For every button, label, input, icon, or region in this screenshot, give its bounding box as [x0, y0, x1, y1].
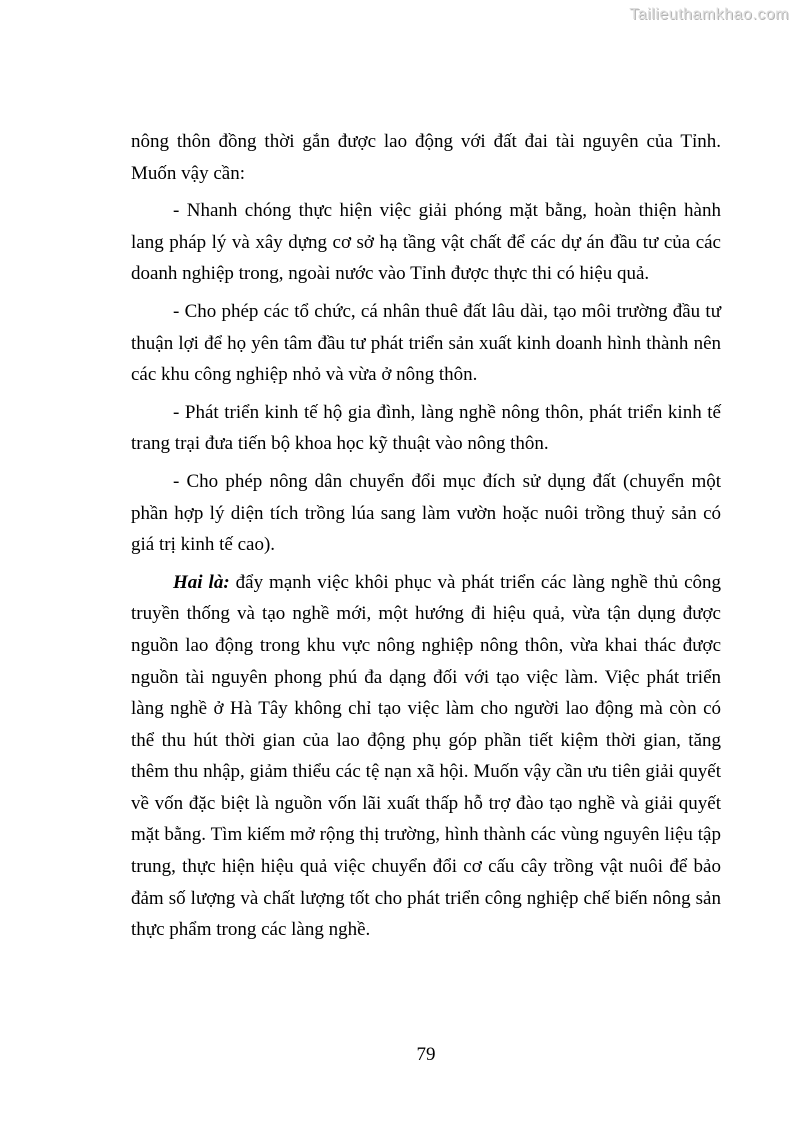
paragraph: - Phát triển kinh tế hộ gia đình, làng nghề nông thôn, phát triển kinh tế trang trại đưa tiến bộ khoa học kỹ thuật vào nông thôn.	[131, 401, 721, 455]
paragraph: Hai là: đẩy mạnh việc khôi phục và phát triển các làng nghề thủ công truyền thống và tạo nghề mới, một hướng đi hiệu quả, vừa tận dụng được nguồn lao động trong khu vực nông nghiệp nông thôn, vừa khai thác được nguồn tài nguyên phong phú đa dạng đối với tạo việc làm. Việc phát triển làng nghề ở Hà Tây không chỉ tạo việc làm cho người lao động mà còn có thể thu hút thời gian của lao động phụ góp phần tiết kiệm thời gian, tăng thêm thu nhập, giảm thiểu các tệ nạn xã hội. Muốn vậy cần ưu tiên giải quyết về vốn đặc biệt là nguồn vốn lãi xuất thấp hỗ trợ đào tạo nghề và giải quyết mặt bằng. Tìm kiếm mở rộng thị trường, hình thành các vùng nguyên liệu tập trung, thực hiện hiệu quả việc chuyển đổi cơ cấu cây trồng vật nuôi để bảo đảm số lượng và chất lượng tốt cho phát triển công nghiệp chế biến nông sản thực phẩm trong các làng nghề.	[131, 571, 722, 941]
paragraph-lead: Hai là:	[173, 571, 230, 593]
watermark-text: Tailieuthamkhao.com	[629, 6, 789, 23]
paragraph: - Nhanh chóng thực hiện việc giải phóng mặt bằng, hoàn thiện hành lang pháp lý và xây dựng cơ sở hạ tầng vật chất để các dự án đầu tư của các doanh nghiệp trong, ngoài nước vào Tỉnh được thực thi có hiệu quả.	[131, 200, 721, 285]
paragraph: - Cho phép các tổ chức, cá nhân thuê đất lâu dài, tạo môi trường đầu tư thuận lợi để họ yên tâm đầu tư phát triển sản xuất kinh doanh hình thành nên các khu công nghiệp nhỏ và vừa ở nông thôn.	[131, 300, 721, 386]
document-body	[131, 126, 721, 952]
paragraph: nông thôn đồng thời gắn được lao động với đất đai tài nguyên của Tỉnh. Muốn vậy cần:	[131, 131, 721, 184]
page-number: 79	[416, 1044, 436, 1065]
paragraph: - Cho phép nông dân chuyển đổi mục đích sử dụng đất (chuyển một phần hợp lý diện tích trồng lúa sang làm vườn hoặc nuôi trồng thuỷ sản có giá trị kinh tế cao).	[131, 470, 721, 556]
